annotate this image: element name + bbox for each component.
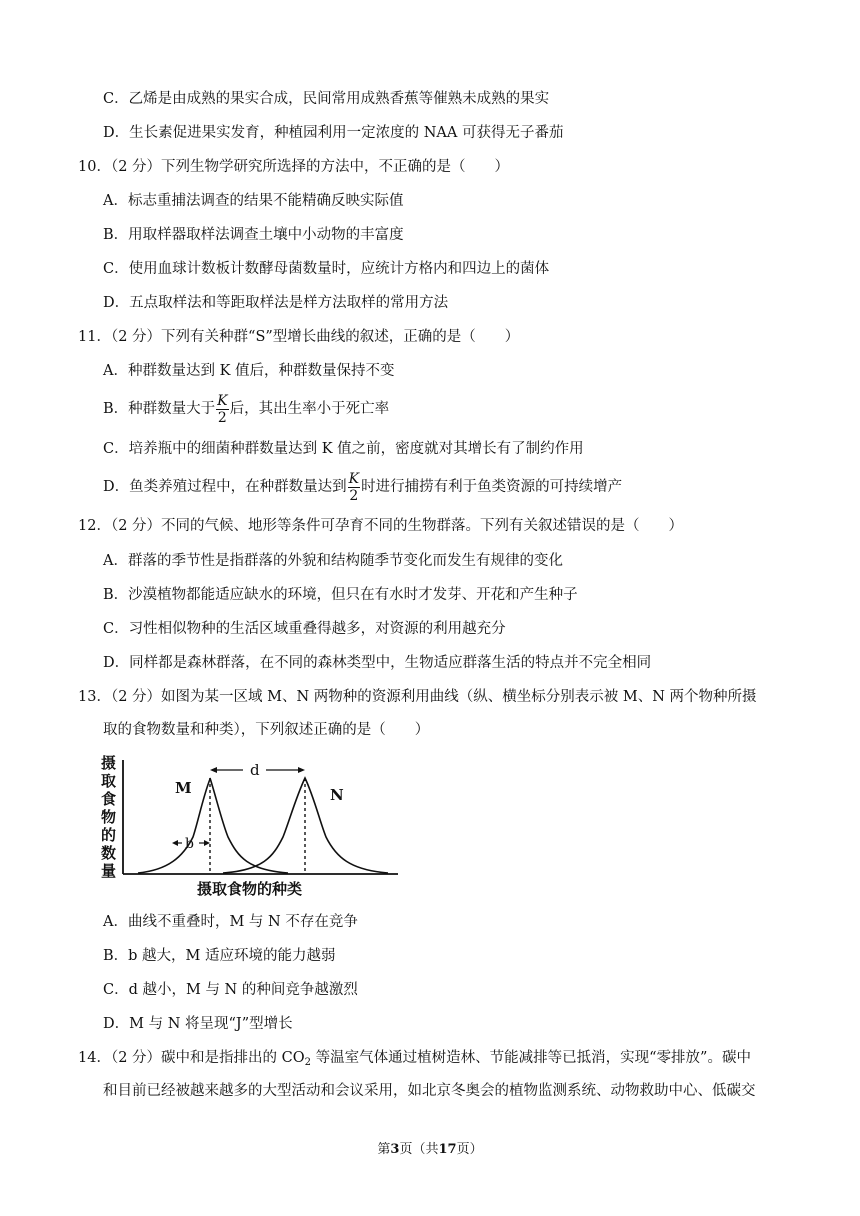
y-label-char: 食	[101, 790, 117, 808]
q12-option-b: B．沙漠植物都能适应缺水的环境，但只在有水时才发芽、开花和产生种子	[103, 587, 578, 603]
q9-option-d: D．生长素促进果实发育，种植园利用一定浓度的 NAA 可获得无子番茄	[103, 125, 564, 141]
q12-option-c: C．习性相似物种的生活区域重叠得越多，对资源的利用越充分	[103, 621, 506, 637]
d-arrowhead-right	[298, 767, 305, 773]
q11-option-b-post: 后，其出生率小于死亡率	[229, 401, 390, 417]
label-d: d	[250, 761, 260, 779]
curve-m	[138, 778, 288, 873]
q10-option-b: B．用取样器取样法调查土壤中小动物的丰富度	[103, 227, 404, 243]
b-arrowhead-right	[204, 840, 210, 846]
y-label-char: 量	[101, 862, 117, 880]
y-label-char: 物	[101, 808, 117, 826]
footer-page-number: 3	[390, 1142, 400, 1157]
q11-stem: 11．（2 分）下列有关种群“S”型增长曲线的叙述，正确的是（ ）	[78, 329, 520, 345]
q12-option-a: A．群落的季节性是指群落的外貌和结构随季节变化而发生有规律的变化	[103, 553, 563, 569]
q13-stem-line2: 取的食物数量和种类），下列叙述正确的是（ ）	[103, 722, 430, 738]
q13-option-c: C．d 越小，M 与 N 的种间竞争越激烈	[103, 982, 358, 998]
d-arrowhead-left	[210, 767, 217, 773]
q14-stem-line2: 和目前已经被越来越多的大型活动和会议采用，如北京冬奥会的植物监测系统、动物救助中心、低碳交	[103, 1083, 756, 1099]
q9-option-c: C．乙烯是由成熟的果实合成，民间常用成熟香蕉等催熟未成熟的果实	[103, 91, 550, 107]
q14-stem-line1	[78, 1048, 751, 1073]
y-label-char: 取	[101, 772, 117, 790]
fraction-k-over-2	[348, 472, 360, 503]
q13-option-a: A．曲线不重叠时，M 与 N 不存在竞争	[103, 914, 358, 930]
q10-option-a: A．标志重捕法调查的结果不能精确反映实际值	[103, 193, 404, 209]
co2-subscript: 2	[304, 1057, 312, 1068]
fraction-numerator: K	[348, 470, 360, 487]
q14-stem-post: 等温室气体通过植树造林、节能减排等已抵消，实现“零排放”。碳中	[311, 1050, 751, 1066]
q11-option-d-pre: D．鱼类养殖过程中，在种群数量达到	[103, 479, 347, 495]
fraction-numerator: K	[217, 392, 228, 409]
q11-option-b	[103, 392, 389, 426]
page-footer	[0, 1138, 860, 1157]
y-label-char: 的	[101, 826, 117, 844]
q11-option-d	[103, 470, 622, 504]
q13-stem-line1: 13．（2 分）如图为某一区域 M、N 两物种的资源利用曲线（纵、横坐标分别表示被 M、N 两个物种所摄	[78, 689, 757, 705]
q14-stem-pre: 14．（2 分）碳中和是指排出的 CO	[78, 1050, 305, 1066]
x-axis-label: 摄取食物的种类	[197, 880, 303, 898]
footer-total-pages: 17	[438, 1142, 457, 1157]
footer-pre: 第	[377, 1142, 391, 1157]
q10-stem: 10．（2 分）下列生物学研究所选择的方法中，不正确的是（ ）	[78, 159, 510, 175]
y-label-char: 数	[101, 844, 117, 862]
label-m: M	[175, 779, 192, 797]
q12-stem: 12．（2 分）不同的气候、地形等条件可孕育不同的生物群落。下列有关叙述错误的是（ ）	[78, 518, 684, 534]
fraction-denominator: 2	[349, 487, 359, 504]
fraction-denominator: 2	[217, 409, 227, 426]
q10-option-d: D．五点取样法和等距取样法是样方法取样的常用方法	[103, 295, 449, 311]
q10-option-c: C．使用血球计数板计数酵母菌数量时，应统计方格内和四边上的菌体	[103, 261, 550, 277]
label-n: N	[330, 786, 344, 804]
label-b: b	[185, 836, 194, 852]
q13-option-d: D．M 与 N 将呈现“J”型增长	[103, 1016, 293, 1032]
q11-option-d-post: 时进行捕捞有利于鱼类资源的可持续增产	[361, 479, 623, 495]
footer-post: 页）	[456, 1142, 483, 1157]
q12-option-d: D．同样都是森林群落，在不同的森林类型中，生物适应群落生活的特点并不完全相同	[103, 655, 652, 671]
q13-option-b: B．b 越大，M 适应环境的能力越弱	[103, 948, 336, 964]
y-label-char: 摄	[101, 754, 117, 772]
resource-utilization-figure	[98, 752, 408, 902]
q11-option-b-pre: B．种群数量大于	[103, 401, 216, 417]
q11-option-a: A．种群数量达到 K 值后，种群数量保持不变	[103, 363, 395, 379]
q11-option-c: C．培养瓶中的细菌种群数量达到 K 值之前，密度就对其增长有了制约作用	[103, 441, 584, 457]
b-arrowhead-left	[172, 840, 178, 846]
fraction-k-over-2	[216, 394, 228, 425]
footer-mid: 页（共	[399, 1142, 439, 1157]
